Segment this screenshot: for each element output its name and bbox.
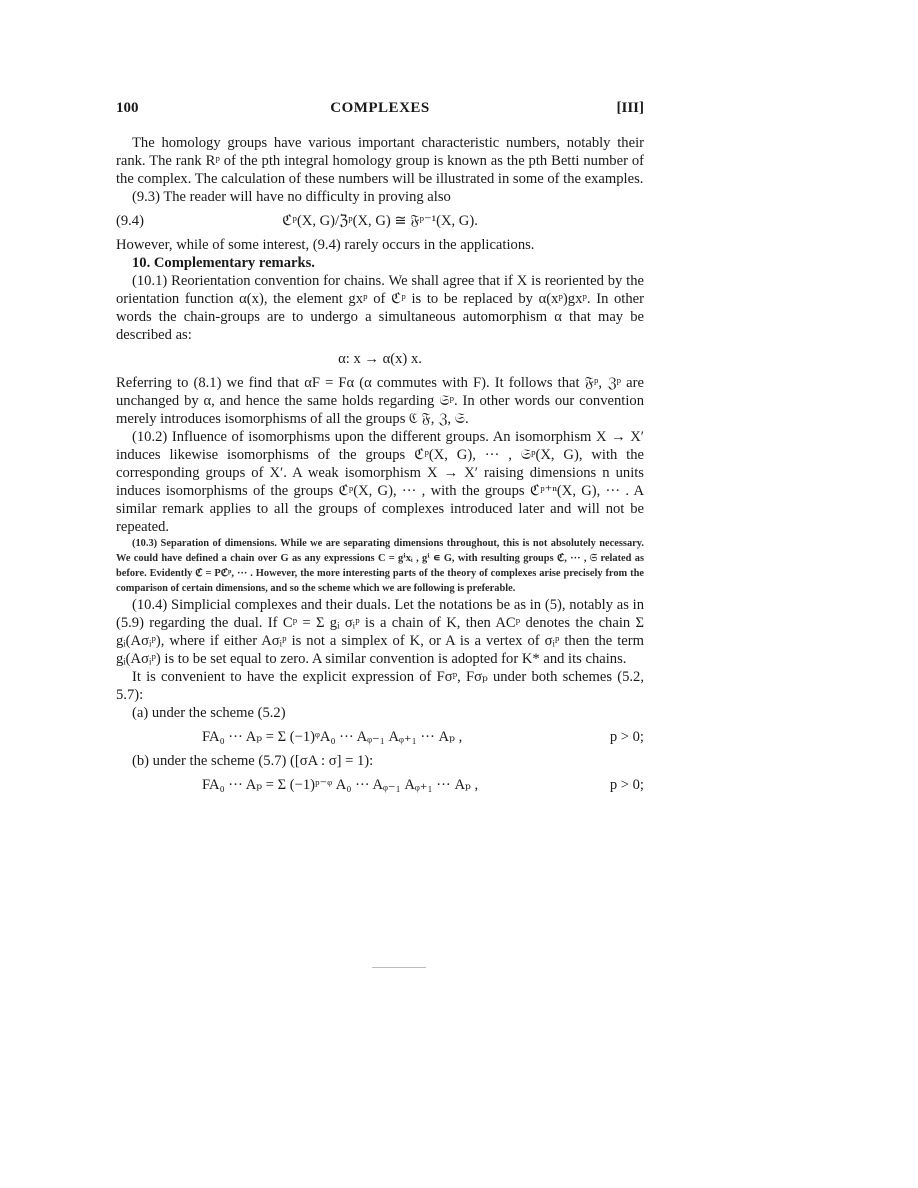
equation-condition: p > 0; — [609, 777, 644, 793]
chapter-number: [III] — [616, 100, 644, 116]
page-header — [116, 100, 644, 122]
equation-label: (9.4) — [116, 213, 144, 229]
paragraph-however: However, while of some interest, (9.4) rarely occurs in the applications. — [116, 237, 535, 253]
scheme-b-label: (b) under the scheme (5.7) ([σA : σ] = 1): — [132, 753, 374, 769]
paragraph-10-1: (10.1) Reorientation convention for chains. We shall agree that if X is reoriented by the orientation function α(x), the element gxᵖ of ℭᵖ is to be replaced by α(xᵖ)gxᵖ. In other words the chain-groups are to undergo a simultaneous automorphism α that may be described as: — [116, 273, 644, 343]
paragraph-9-3: (9.3) The reader will have no difficulty in proving also — [132, 189, 451, 205]
equation-text: FA₀ ··· Aₚ = Σ (−1)ᵖ⁻ᵠ A₀ ··· Aᵩ₋₁ Aᵩ₊₁ ··· Aₚ , — [202, 777, 479, 793]
page-number: 100 — [116, 100, 139, 116]
page-body — [116, 134, 644, 800]
running-title: COMPLEXES — [330, 100, 430, 116]
equation-scheme-a — [116, 722, 644, 752]
scheme-a-label: (a) under the scheme (5.2) — [132, 705, 286, 721]
paragraph-referring: Referring to (8.1) we find that αF = Fα (α commutes with F). It follows that 𝔉ᵖ, ℨᵖ are unchanged by α, and hence the same holds regarding 𝔖ᵖ. In other words our convention merely introduces isomorphisms of all the groups ℭ 𝔉, ℨ, 𝔖. — [116, 375, 644, 427]
paragraph-explicit-expression: It is convenient to have the explicit expression of Fσᵖ, Fσₚ under both schemes (5.2, 5.7): — [116, 669, 644, 703]
equation-text: ℭᵖ(X, G)/ℨᵖ(X, G) ≅ 𝔉ᵖ⁻¹(X, G). — [282, 213, 478, 229]
equation-condition: p > 0; — [609, 729, 644, 745]
paragraph-homology-ranks: The homology groups have various important characteristic numbers, notably their rank. The rank Rᵖ of the pth integral homology group is known as the pth Betti number of the complex. The calculation of these numbers will be illustrated in some of the examples. — [116, 135, 644, 187]
scan-mark — [372, 967, 426, 968]
section-heading-10: 10. Complementary remarks. — [132, 255, 315, 271]
equation-9-4 — [116, 206, 644, 236]
equation-alpha: α: x → α(x) x. — [338, 351, 422, 367]
paragraph-10-3: (10.3) Separation of dimensions. While we are separating dimensions throughout, this is not absolutely necessary. We could have defined a chain over G as any expressions C = gⁱxᵢ , gⁱ ∊ G, with resulting groups ℭ, ··· , 𝔖 related as before. Evidently ℭ = Pℭᵖ, ··· . However, the more interesting parts of the theory of complexes arise precisely from the comparison of certain dimensions, and so the scheme which we are following is preferable. — [116, 538, 644, 594]
equation-text: FA₀ ··· Aₚ = Σ (−1)ᵠA₀ ··· Aᵩ₋₁ Aᵩ₊₁ ··· Aₚ , — [202, 729, 463, 745]
paragraph-10-4: (10.4) Simplicial complexes and their duals. Let the notations be as in (5), notably as in (5.9) regarding the dual. If Cᵖ = Σ gᵢ σᵢᵖ is a chain of K, then ACᵖ denotes the chain Σ gᵢ(Aσᵢᵖ), where if either Aσᵢᵖ is not a simplex of K, or A is a vertex of σᵢᵖ then the term gᵢ(Aσᵢᵖ) is to be set equal to zero. A similar convention is adopted for K* and its chains. — [116, 597, 644, 667]
book-page — [116, 100, 644, 800]
paragraph-10-2: (10.2) Influence of isomorphisms upon the different groups. An isomorphism X → X′ induces likewise isomorphisms of the groups ℭᵖ(X, G), ··· , 𝔖ᵖ(X, G), with the corresponding groups of X′. A weak isomorphism X → X′ raising dimensions n units induces isomorphisms of the groups ℭᵖ(X, G), ··· , with the groups ℭᵖ⁺ⁿ(X, G), ··· . A similar remark applies to all the groups of complexes introduced later and will not be repeated. — [116, 429, 644, 535]
equation-scheme-b — [116, 770, 644, 800]
